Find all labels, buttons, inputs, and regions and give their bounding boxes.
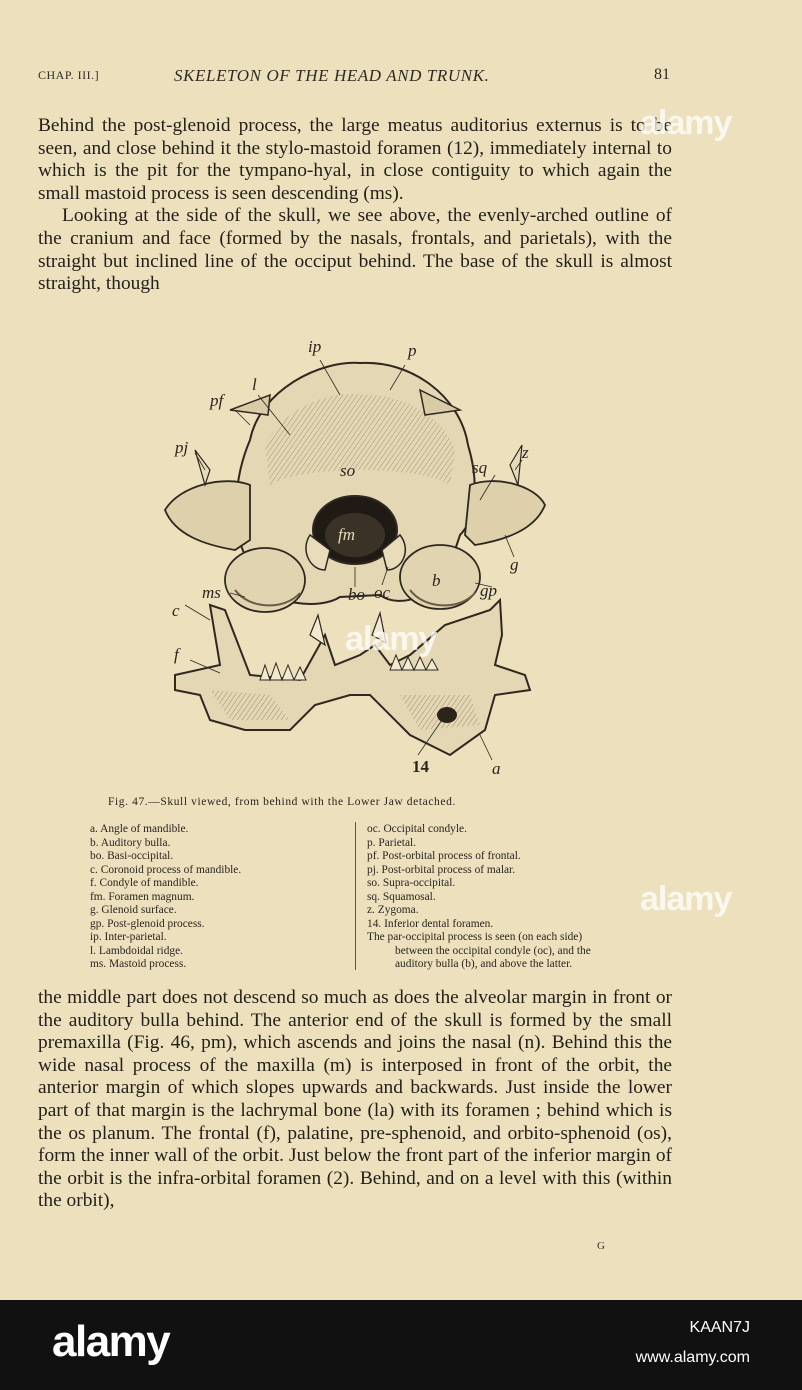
label-gp: gp xyxy=(480,581,497,600)
legend-item: ip. Inter-parietal. xyxy=(90,931,167,943)
label-fm: fm xyxy=(338,525,355,544)
stock-url[interactable]: www.alamy.com xyxy=(635,1349,750,1366)
legend-item: oc. Occipital condyle. xyxy=(367,823,467,835)
lower-teeth xyxy=(260,663,306,680)
legend-item: so. Supra-occipital. xyxy=(367,877,456,889)
legend-item: pf. Post-orbital process of frontal. xyxy=(367,850,521,862)
label-a: a xyxy=(492,759,501,778)
left-bulla xyxy=(225,548,305,612)
paragraph-1: Behind the post-glenoid process, the large meatus auditorius externus is to be seen, and close behind it the stylo-mastoid foramen (12), immediately internal to which is the pit for the tympano-hyal, in close contiguity to which again the small mastoid process is seen descending (ms). xyxy=(38,115,672,204)
legend-item: g. Glenoid surface. xyxy=(90,904,177,916)
legend-item: bo. Basi-occipital. xyxy=(90,850,174,862)
legend-item: gp. Post-glenoid process. xyxy=(90,917,205,930)
label-14: 14 xyxy=(412,757,429,776)
legend-item: c. Coronoid process of mandible. xyxy=(90,863,242,876)
left-zygoma xyxy=(165,481,250,550)
label-bo: bo xyxy=(348,585,365,604)
legend-item: between the occipital condyle (oc), and the xyxy=(395,944,591,957)
page-title: SKELETON OF THE HEAD AND TRUNK. xyxy=(174,66,490,85)
page-number: 81 xyxy=(654,66,670,83)
label-l: l xyxy=(252,375,257,394)
top-text xyxy=(38,115,672,296)
legend-item: z. Zygoma. xyxy=(367,904,419,916)
label-oc: oc xyxy=(374,583,391,602)
legend-left xyxy=(90,823,241,972)
watermark: alamy xyxy=(640,880,732,918)
chapter-label: CHAP. III.] xyxy=(38,68,100,82)
skull-figure xyxy=(150,335,570,785)
label-b: b xyxy=(432,571,441,590)
brand-logo: alamy xyxy=(52,1317,170,1366)
paragraph-3: the middle part does not descend so much as does the alveolar margin in front or the auditory bulla behind. The anterior end of the skull is formed by the small premaxilla (Fig. 46, pm), which ascends and joins the nasal (n). Behind this the wide nasal process of the maxilla (m) is interposed in front of the orbit, the anterior margin of which slopes upwards and backwards. Just inside the lower part of that margin is the lachrymal bone (la) with its foramen ; behind which is the os planum. The frontal (f), palatine, pre-sphenoid, and orbito-sphenoid (os), form the inner wall of the orbit. Just below the front part of the inferior margin of the orbit is the infra-orbital foramen (2). Behind, and on a level with this (within the orbit), xyxy=(38,987,672,1212)
paragraph-2: Looking at the side of the skull, we see above, the evenly-arched outline of the cranium and face (formed by the nasals, frontals, and parietals), with the straight but inclined line of the occiput behind. The base of the skull is almost straight, though xyxy=(38,205,672,295)
legend-item: fm. Foramen magnum. xyxy=(90,890,195,903)
label-so: so xyxy=(340,461,356,480)
label-c: c xyxy=(172,601,180,620)
label-sq: sq xyxy=(472,458,488,477)
image-id: KAAN7J xyxy=(689,1319,750,1336)
legend-item: auditory bulla (b), and above the latter. xyxy=(395,958,573,970)
legend-item: f. Condyle of mandible. xyxy=(90,877,199,889)
label-pf: pf xyxy=(210,391,224,410)
legend-item: sq. Squamosal. xyxy=(367,890,436,903)
label-ms: ms xyxy=(202,583,221,602)
bottom-text xyxy=(38,987,672,1213)
watermark: alamy xyxy=(640,104,732,142)
legend-item: ms. Mastoid process. xyxy=(90,958,187,970)
label-g: g xyxy=(510,555,519,574)
watermark: alamy xyxy=(345,620,437,658)
legend-item: p. Parietal. xyxy=(367,836,417,849)
running-head xyxy=(38,66,670,86)
label-f: f xyxy=(174,645,179,664)
label-z: z xyxy=(522,443,529,462)
legend-item: pj. Post-orbital process of malar. xyxy=(367,863,516,876)
left-postorbital xyxy=(230,395,270,415)
legend-item: a. Angle of mandible. xyxy=(90,823,189,835)
legend-item: 14. Inferior dental foramen. xyxy=(367,917,494,930)
label-p: p xyxy=(408,341,417,360)
legend-item: b. Auditory bulla. xyxy=(90,836,171,849)
legend-item: The par-occipital process is seen (on each side) xyxy=(367,931,583,943)
legend-right xyxy=(367,823,591,972)
legend-divider xyxy=(355,822,356,970)
legend-item: l. Lambdoidal ridge. xyxy=(90,944,183,957)
signature-mark: G xyxy=(597,1240,605,1252)
figure-caption: Fig. 47.—Skull viewed, from behind with the Lower Jaw detached. xyxy=(108,796,456,808)
label-pj: pj xyxy=(175,438,189,457)
label-ip: ip xyxy=(308,337,322,356)
